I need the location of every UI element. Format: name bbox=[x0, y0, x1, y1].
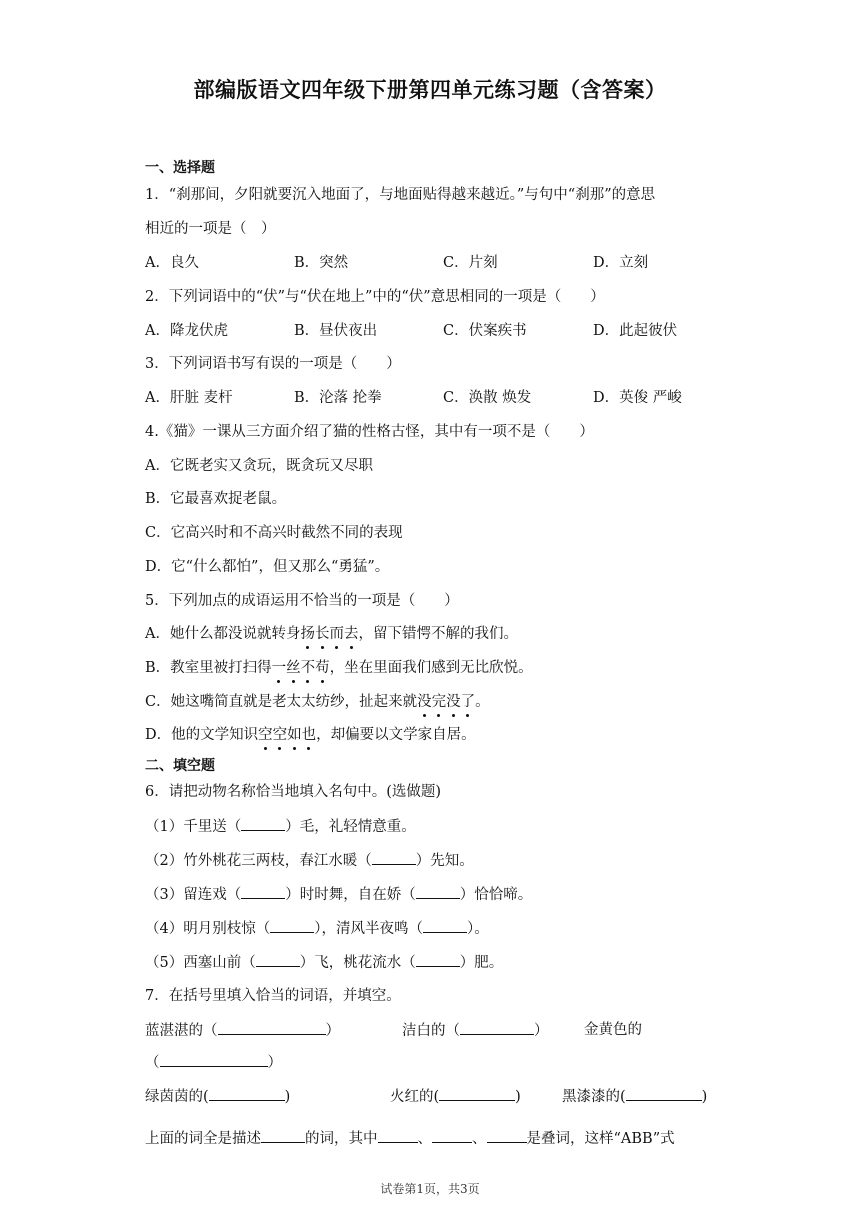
question-4-text: 4.《猫》一课从三方面介绍了猫的性格古怪，其中有一项不是（ ） bbox=[145, 424, 594, 440]
q2-option-b[interactable]: B．昼伏夜出 bbox=[294, 323, 378, 339]
emphasis-char: 也 bbox=[301, 727, 317, 743]
answer-blank[interactable] bbox=[241, 884, 285, 899]
item-text: ）毛，礼轻情意重。 bbox=[285, 819, 416, 835]
answer-blank[interactable] bbox=[626, 1086, 702, 1101]
q7-summary bbox=[145, 1128, 675, 1149]
q7-word-1 bbox=[145, 1020, 340, 1041]
emphasis-char: 了 bbox=[460, 694, 476, 710]
q3-option-a[interactable]: A．肝脏 麦杆 bbox=[145, 390, 233, 406]
answer-blank[interactable] bbox=[270, 918, 314, 933]
answer-blank[interactable] bbox=[378, 1128, 418, 1143]
q5-option-c-post: 。 bbox=[475, 694, 490, 710]
emphasis-char: 空 bbox=[272, 727, 288, 743]
item-text: ) bbox=[284, 1089, 291, 1105]
section-heading-choice: 一、选择题 bbox=[145, 160, 215, 176]
emphasis-char: 没 bbox=[446, 694, 461, 710]
question-6-text: 6．请把动物名称恰当地填入名句中。(选做题) bbox=[145, 784, 442, 800]
emphasis-char: 空 bbox=[258, 727, 273, 743]
emphasis-char: 一 bbox=[271, 660, 287, 676]
item-text: ）先知。 bbox=[415, 853, 474, 869]
question-3-text: 3．下列词语书写有误的一项是（ ） bbox=[145, 356, 401, 372]
answer-blank[interactable] bbox=[423, 918, 467, 933]
q4-option-a[interactable]: A．它既老实又贪玩，既贪玩又尽职 bbox=[145, 458, 373, 474]
q3-option-b[interactable]: B．沦落 抡拳 bbox=[294, 390, 382, 406]
item-text: （ bbox=[145, 1055, 160, 1071]
q2-option-c[interactable]: C．伏案疾书 bbox=[443, 323, 527, 339]
item-text: ）时时舞，自在娇（ bbox=[285, 887, 416, 903]
item-text: 洁白的（ bbox=[402, 1023, 460, 1039]
q1-option-d[interactable]: D．立刻 bbox=[593, 255, 649, 271]
q5-option-a[interactable] bbox=[145, 624, 518, 644]
q5-option-b[interactable] bbox=[145, 658, 533, 678]
page-title: 部编版语文四年级下册第四单元练习题（含答案） bbox=[193, 78, 667, 102]
q5-option-b-post: ，坐在里面我们感到无比欣悦。 bbox=[329, 660, 533, 676]
answer-blank[interactable] bbox=[487, 1128, 527, 1143]
question-7-text: 7．在括号里填入恰当的词语，并填空。 bbox=[145, 988, 401, 1004]
q5-option-c[interactable] bbox=[145, 692, 490, 712]
item-text: ）。 bbox=[466, 921, 489, 937]
q5-option-a-pre: A．她什么都没说就转身 bbox=[145, 626, 301, 642]
item-text: ） bbox=[534, 1023, 549, 1039]
q7-word-3: 金黄色的 bbox=[584, 1022, 642, 1038]
q3-option-c[interactable]: C．涣散 焕发 bbox=[443, 390, 532, 406]
answer-blank[interactable] bbox=[160, 1052, 268, 1067]
q4-option-c[interactable]: C．它高兴时和不高兴时截然不同的表现 bbox=[145, 525, 403, 541]
q6-item-4 bbox=[145, 918, 489, 939]
item-text: ）肥。 bbox=[459, 955, 504, 971]
q7-word-6 bbox=[562, 1086, 707, 1107]
answer-blank[interactable] bbox=[218, 1020, 326, 1035]
q5-option-b-pre: B．教室里被打扫得 bbox=[145, 660, 272, 676]
q1-option-b[interactable]: B．突然 bbox=[294, 255, 349, 271]
emphasis-char: 不 bbox=[300, 660, 316, 676]
emphasis-char: 苟 bbox=[315, 660, 330, 676]
emphasis-char: 丝 bbox=[286, 660, 301, 676]
item-text: 绿茵茵的( bbox=[145, 1089, 209, 1105]
q2-option-a[interactable]: A．降龙伏虎 bbox=[145, 323, 228, 339]
q2-option-d[interactable]: D．此起彼伏 bbox=[593, 323, 678, 339]
section-heading-fill: 二、填空题 bbox=[145, 758, 215, 774]
question-1-text: 1．“刹那间，夕阳就要沉入地面了，与地面贴得越来越近。”与句中“刹那”的意思 bbox=[145, 187, 656, 203]
emphasis-char: 长 bbox=[314, 626, 330, 642]
answer-blank[interactable] bbox=[416, 952, 460, 967]
item-text: 黑漆漆的( bbox=[562, 1089, 626, 1105]
emphasis-char: 扬 bbox=[300, 626, 315, 642]
question-2-text: 2．下列词语中的“伏”与“伏在地上”中的“伏”意思相同的一项是（ ） bbox=[145, 289, 605, 305]
item-text: （2）竹外桃花三两枝，春江水暖（ bbox=[145, 853, 372, 869]
item-text: ）恰恰啼。 bbox=[459, 887, 533, 903]
item-text: 、 bbox=[472, 1131, 487, 1147]
item-text: 是叠词，这样“ABB”式 bbox=[526, 1131, 675, 1147]
answer-blank[interactable] bbox=[241, 816, 285, 831]
item-text: （5）西塞山前（ bbox=[145, 955, 256, 971]
q6-item-3 bbox=[145, 884, 532, 905]
page-footer: 试卷第1页，共3页 bbox=[380, 1182, 480, 1196]
question-5-text: 5．下列加点的成语运用不恰当的一项是（ ） bbox=[145, 593, 459, 609]
item-text: （1）千里送（ bbox=[145, 819, 242, 835]
item-text: ) bbox=[701, 1089, 708, 1105]
item-text: 上面的词全是描述 bbox=[145, 1131, 261, 1147]
q5-option-c-pre: C．她这嘴简直就是老太太纺纱，扯起来就 bbox=[145, 694, 418, 710]
q1-option-a[interactable]: A．良久 bbox=[145, 255, 199, 271]
answer-blank[interactable] bbox=[416, 884, 460, 899]
q6-item-5 bbox=[145, 952, 503, 973]
q6-item-2 bbox=[145, 850, 474, 871]
q6-item-1 bbox=[145, 816, 416, 837]
q5-option-d-pre: D．他的文学知识 bbox=[145, 727, 259, 743]
q7-word-2 bbox=[402, 1020, 549, 1041]
emphasis-char: 而 bbox=[329, 626, 344, 642]
answer-blank[interactable] bbox=[209, 1086, 285, 1101]
answer-blank[interactable] bbox=[439, 1086, 515, 1101]
q7-word-4 bbox=[145, 1086, 290, 1107]
emphasis-char: 没 bbox=[417, 694, 432, 710]
item-text: ）飞，桃花流水（ bbox=[299, 955, 416, 971]
q5-option-d-post: ，却偏要以文学家自居。 bbox=[316, 727, 476, 743]
emphasis-char: 如 bbox=[287, 727, 302, 743]
item-text: ） bbox=[267, 1055, 282, 1071]
emphasis-char: 去 bbox=[343, 626, 359, 642]
answer-blank[interactable] bbox=[460, 1020, 534, 1035]
q5-option-a-post: ，留下错愕不解的我们。 bbox=[358, 626, 518, 642]
item-text: ），清风半夜鸣（ bbox=[314, 921, 423, 937]
item-text: ) bbox=[515, 1089, 521, 1105]
q5-option-d[interactable] bbox=[145, 725, 476, 745]
item-text: 的词，其中 bbox=[305, 1131, 378, 1147]
answer-blank[interactable] bbox=[372, 850, 416, 865]
answer-blank[interactable] bbox=[432, 1128, 472, 1143]
q1-option-c[interactable]: C．片刻 bbox=[443, 255, 498, 271]
item-text: （3）留连戏（ bbox=[145, 887, 242, 903]
q7-word-5 bbox=[390, 1086, 521, 1107]
answer-blank[interactable] bbox=[256, 952, 300, 967]
question-1-text-cont: 相近的一项是（ ） bbox=[145, 221, 276, 237]
item-text: 、 bbox=[417, 1131, 432, 1147]
item-text: ） bbox=[325, 1023, 340, 1039]
q7-word-3-blank bbox=[145, 1052, 282, 1073]
item-text: （4）明月别枝惊（ bbox=[145, 921, 271, 937]
q3-option-d[interactable]: D．英俊 严峻 bbox=[593, 390, 682, 406]
item-text: 蓝湛湛的（ bbox=[145, 1023, 218, 1039]
q4-option-d[interactable]: D．它“什么都怕”，但又那么“勇猛”。 bbox=[145, 559, 390, 575]
item-text: 火红的( bbox=[390, 1089, 440, 1105]
answer-blank[interactable] bbox=[261, 1128, 305, 1143]
q4-option-b[interactable]: B．它最喜欢捉老鼠。 bbox=[145, 491, 287, 507]
emphasis-char: 完 bbox=[431, 694, 447, 710]
